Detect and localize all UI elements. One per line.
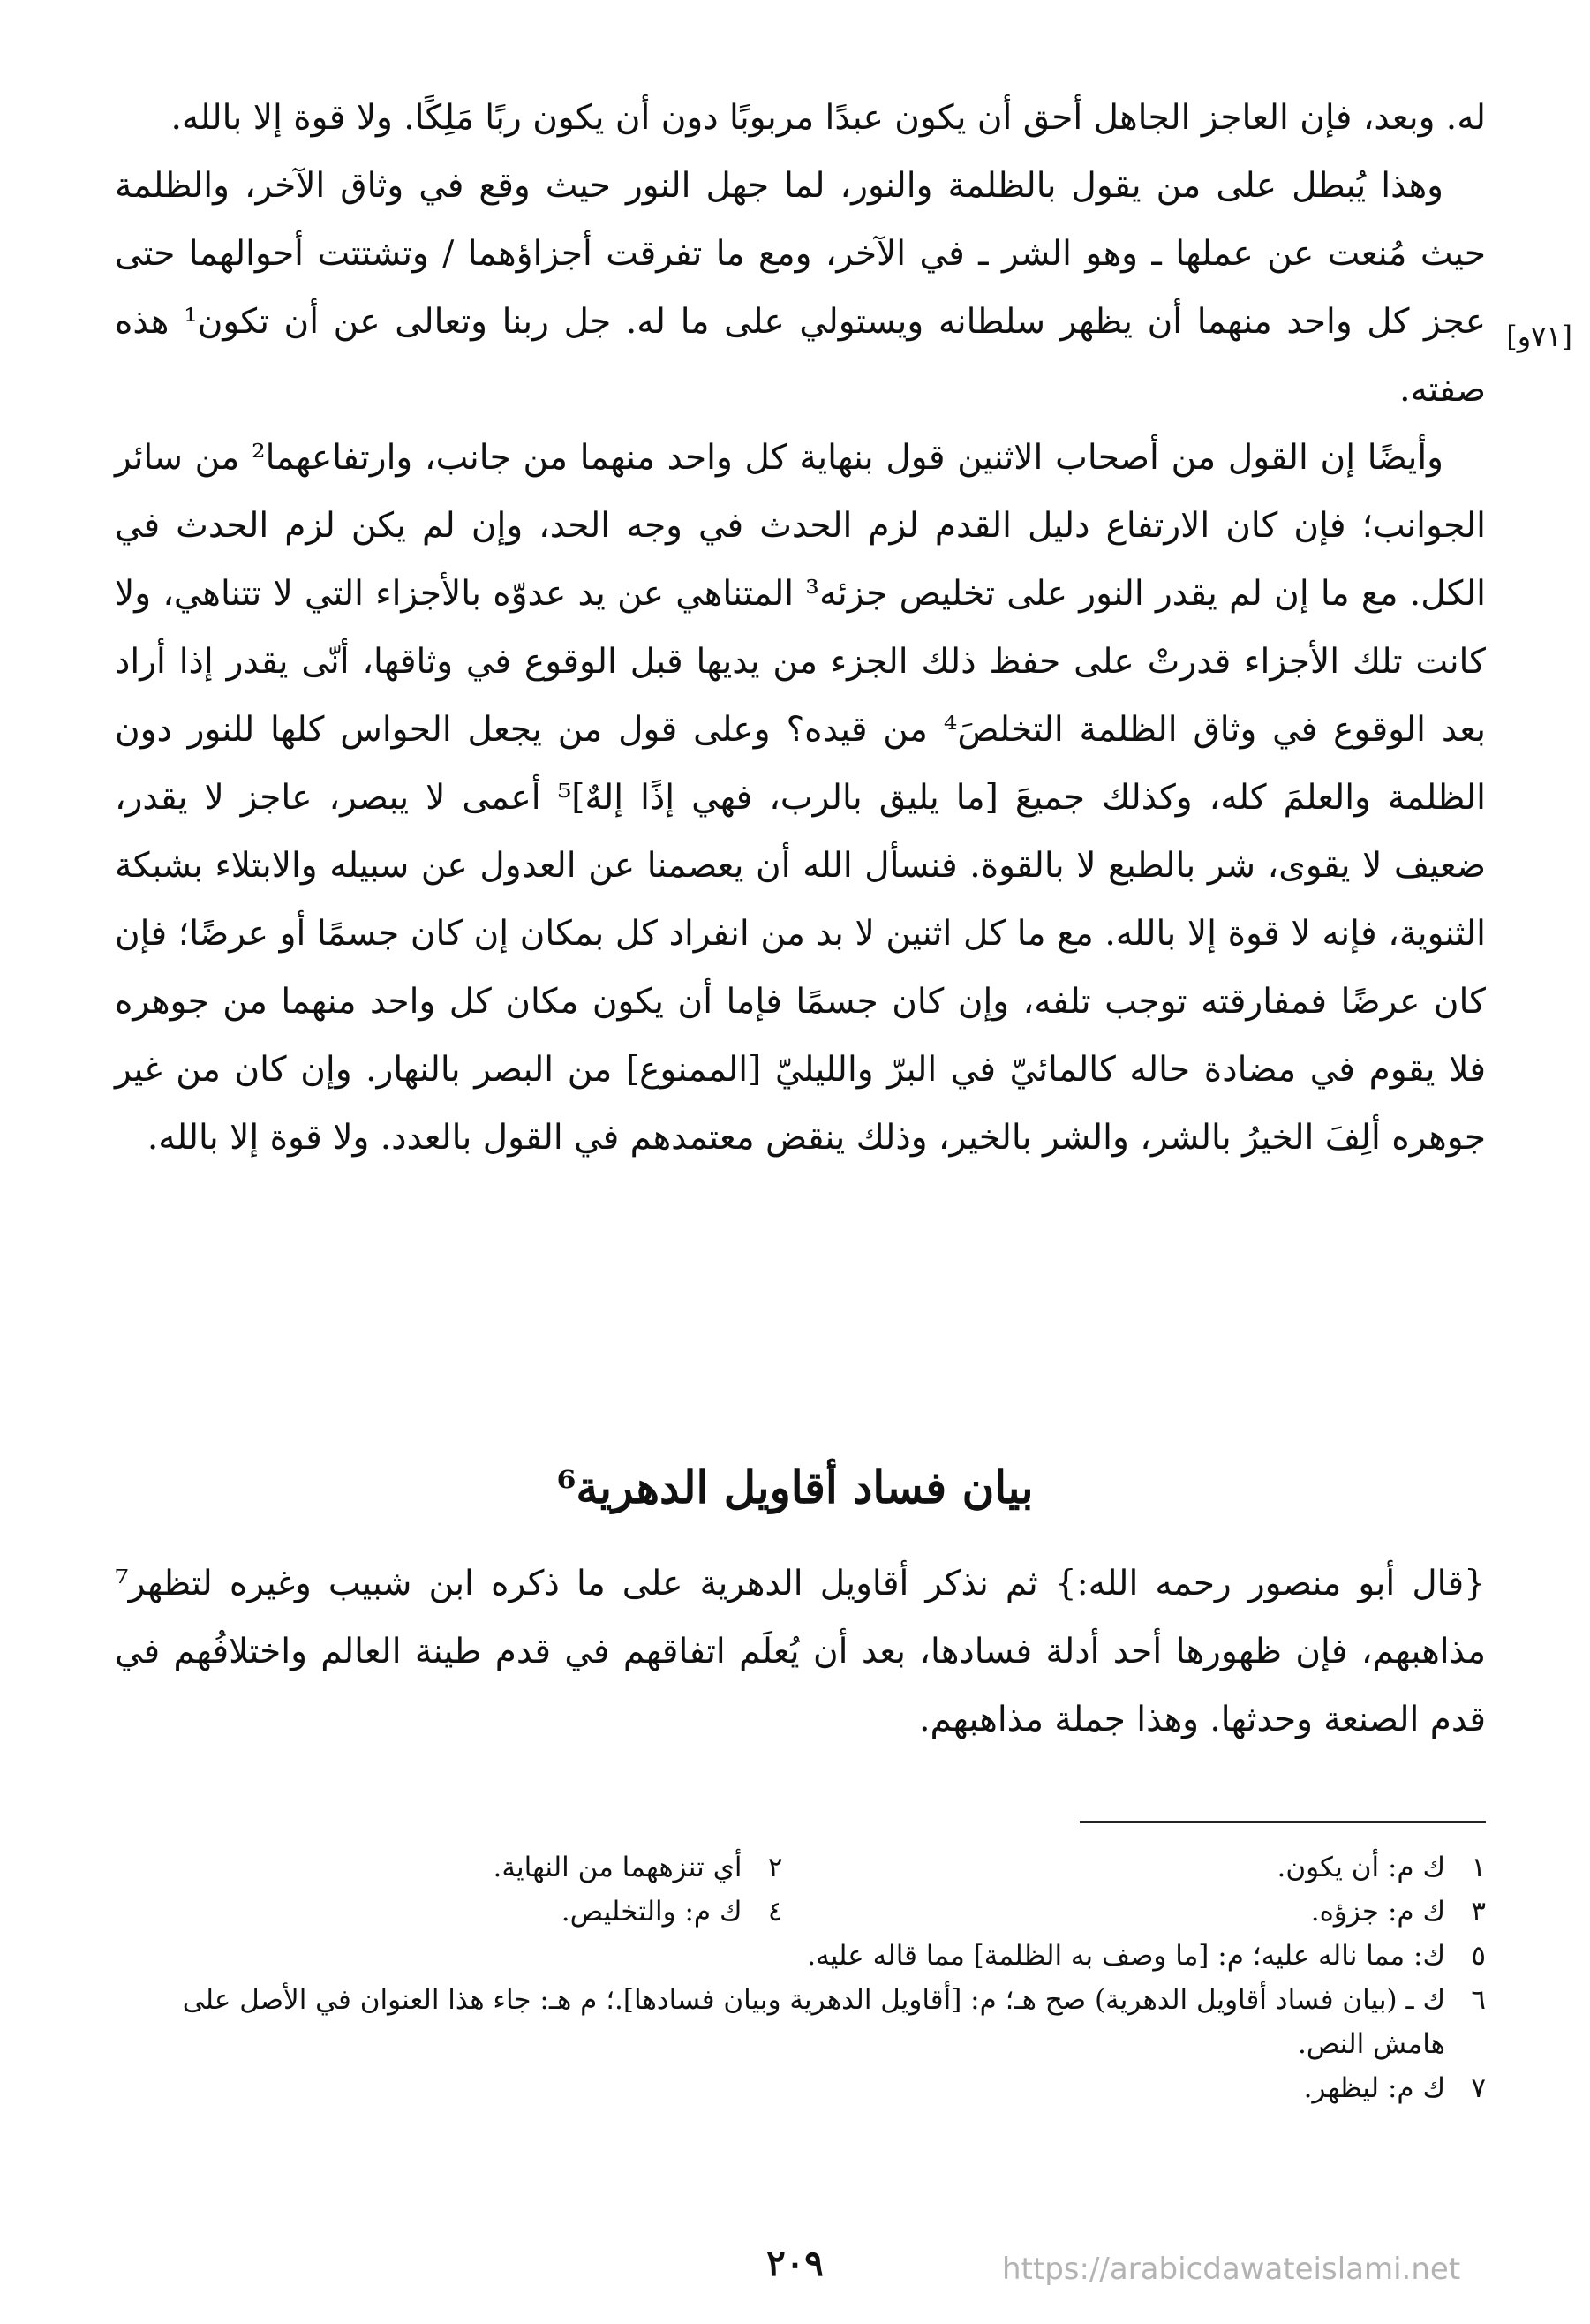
main-text bbox=[115, 84, 1486, 1172]
section-heading: بيان فساد أقاويل الدهرية⁶ bbox=[556, 1461, 1034, 1513]
section-paragraph: {قال أبو منصور رحمه الله:} ثم نذكر أقاويل الدهرية على ما ذكره ابن شبيب وغيره لتظهر⁷ مذاهبهم، فإن ظهورها أحد أدلة فسادها، بعد أن يُعلَم اتفاقهم في قدم طينة العالم واختلافُهم في قدم الصنعة وحدثها. وهذا جملة مذاهبهم. bbox=[115, 1564, 1486, 1739]
footnote-number: ٧ bbox=[1471, 2072, 1486, 2104]
page-number: ٢٠٩ bbox=[766, 2243, 824, 2284]
footnote-4 bbox=[115, 1890, 783, 1934]
paragraph-1: له. وبعد، فإن العاجز الجاهل أحق أن يكون عبدًا مربوبًا دون أن يكون ربًا مَلِكًا. ولا قوة إلا بالله. bbox=[170, 98, 1486, 138]
manuscript-folio-ref: [٧١و] bbox=[1506, 320, 1572, 353]
footnote-1 bbox=[818, 1845, 1487, 1890]
footnote-text: ك ـ (بيان فساد أقاويل الدهرية) صح هـ؛ م: [أقاويل الدهرية وبيان فسادها].؛ م هـ: جاء هذا العنوان في الأصل على هامش النص. bbox=[182, 1984, 1445, 2060]
footnote-text: ك م: جزؤه. bbox=[1310, 1896, 1445, 1928]
footnote-number: ٥ bbox=[1471, 1940, 1486, 1972]
watermark-url: https://arabicdawateislami.net bbox=[1002, 2252, 1461, 2287]
footnote-text: ك م: ليظهر. bbox=[1303, 2072, 1445, 2104]
footnote-row bbox=[115, 1890, 1486, 1934]
footnote-number: ٦ bbox=[1471, 1984, 1486, 2016]
footnote-divider bbox=[1080, 1821, 1486, 1823]
footnote-number: ٣ bbox=[1471, 1896, 1486, 1928]
section-text bbox=[115, 1550, 1486, 1754]
footnote-number: ٢ bbox=[767, 1852, 783, 1883]
footnote-2 bbox=[115, 1845, 783, 1890]
footnotes bbox=[115, 1845, 1486, 2110]
footnote-text: ك م: أن يكون. bbox=[1277, 1852, 1445, 1883]
footnote-3 bbox=[818, 1890, 1487, 1934]
paragraph-2: وهذا يُبطل على من يقول بالظلمة والنور، لما جهل النور حيث وقع في وثاق الآخر، والظلمة حيث مُنعت عن عملها ـ وهو الشر ـ في الآخر، ومع ما تفرقت أجزاؤهما / وتشتتت أحوالهما حتى عجز كل واحد منهما أن يظهر سلطانه ويستولي على ما له. جل ربنا وتعالى عن أن تكون¹ هذه صفته. bbox=[115, 166, 1486, 410]
footnote-5 bbox=[115, 1934, 1486, 1978]
footnote-row bbox=[115, 1845, 1486, 1890]
footnote-number: ٤ bbox=[767, 1896, 783, 1928]
footnote-7 bbox=[115, 2066, 1486, 2110]
footnote-6 bbox=[115, 1978, 1486, 2066]
footnote-text: ك م: والتخليص. bbox=[561, 1896, 742, 1928]
paragraph-3: وأيضًا إن القول من أصحاب الاثنين قول بنهاية كل واحد منهما من جانب، وارتفاعهما² من سائر الجوانب؛ فإن كان الارتفاع دليل القدم لزم الحدث في وجه الحد، وإن لم يكن لزم الحدث في الكل. مع ما إن لم يقدر النور على تخليص جزئه³ المتناهي عن يد عدوّه بالأجزاء التي لا تتناهي، ولا كانت تلك الأجزاء قدرتْ على حفظ ذلك الجزء من يديها قبل الوقوع في وثاقها، أنّى يقدر إذا أراد بعد الوقوع في وثاق الظلمة التخلصَ⁴ من قيده؟ وعلى قول من يجعل الحواس كلها للنور دون الظلمة والعلمَ كله، وكذلك جميعَ [ما يليق بالرب، فهي إذًا إلهٌ]⁵ أعمى لا يبصر، عاجز لا يقدر، ضعيف لا يقوى، شر بالطبع لا بالقوة. فنسأل الله أن يعصمنا عن العدول عن سبيله والابتلاء بشبكة الثنوية، فإنه لا قوة إلا بالله. مع ما كل اثنين لا بد من انفراد كل بمكان إن كان جسمًا أو عرضًا؛ فإن كان عرضًا فمفارقته توجب تلفه، وإن كان جسمًا فإما أن يكون مكان كل واحد منهما من جوهره فلا يقوم في مضادة حاله كالمائيّ في البرّ والليليّ [الممنوع] من البصر بالنهار. وإن كان من غير جوهره ألِفَ الخيرُ بالشر، والشر بالخير، وذلك ينقض معتمدهم في القول بالعدد. ولا قوة إلا بالله. bbox=[115, 438, 1486, 1158]
footnote-number: ١ bbox=[1471, 1852, 1486, 1883]
footnote-text: ك: مما ناله عليه؛ م: [ما وصف به الظلمة] مما قاله عليه. bbox=[807, 1940, 1445, 1972]
footnote-text: أي تنزههما من النهاية. bbox=[493, 1852, 742, 1883]
